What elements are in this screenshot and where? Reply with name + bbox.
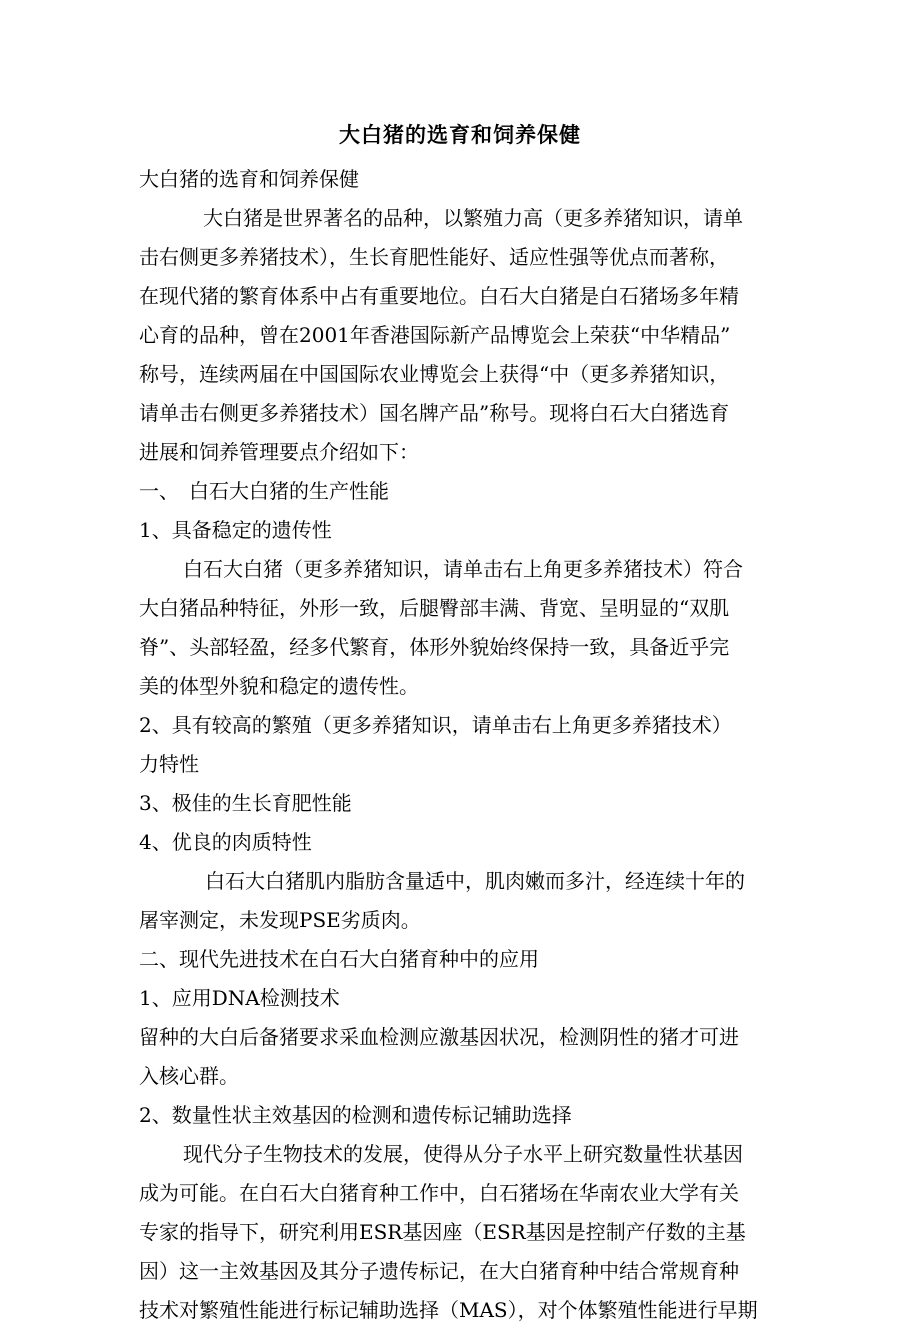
subsection-heading: 2、具有较高的繁殖（更多养猪知识，请单击右上角更多养猪技术） (139, 713, 732, 737)
paragraph-line: 在现代猪的繁育体系中占有重要地位。白石大白猪是白石猪场多年精 (139, 284, 739, 308)
paragraph-line: 进展和饲养管理要点介绍如下： (139, 440, 419, 464)
paragraph-line: 心育的品种，曾在2001年香港国际新产品博览会上荣获“中华精品” (139, 323, 731, 347)
subtitle-line: 大白猪的选育和饲养保健 (139, 167, 359, 191)
paragraph-line: 击右侧更多养猪技术），生长育肥性能好、适应性强等优点而著称， (139, 245, 729, 269)
paragraph-line: 屠宰测定，未发现PSE劣质肉。 (139, 908, 421, 932)
subsection-heading: 2、数量性状主效基因的检测和遗传标记辅助选择 (139, 1103, 572, 1127)
paragraph-line: 白石大白猪（更多养猪知识，请单击右上角更多养猪技术）符合 (183, 557, 743, 581)
paragraph-line: 技术对繁殖性能进行标记辅助选择（MAS），对个体繁殖性能进行早期 (139, 1298, 758, 1322)
paragraph-line: 称号，连续两届在中国国际农业博览会上获得“中（更多养猪知识， (139, 362, 730, 386)
subsection-heading: 1、应用DNA检测技术 (139, 986, 340, 1010)
paragraph-line: 入核心群。 (139, 1064, 239, 1088)
document-body (139, 160, 789, 1330)
paragraph-line: 美的体型外貌和稳定的遗传性。 (139, 674, 419, 698)
paragraph-line: 大白猪品种特征，外形一致，后腿臀部丰满、背宽、呈明显的“双肌 (139, 596, 730, 620)
section-heading: 一、 白石大白猪的生产性能 (139, 479, 389, 503)
paragraph-line: 脊”、头部轻盈，经多代繁育，体形外貌始终保持一致，具备近乎完 (139, 635, 730, 659)
subsection-heading: 1、具备稳定的遗传性 (139, 518, 332, 542)
paragraph-line: 白石大白猪肌内脂肪含量适中，肌肉嫩而多汁，经连续十年的 (205, 869, 745, 893)
paragraph-line: 请单击右侧更多养猪技术）国名牌产品”称号。现将白石大白猪选育 (139, 401, 730, 425)
subsection-heading: 3、极佳的生长育肥性能 (139, 791, 352, 815)
paragraph-line: 留种的大白后备猪要求采血检测应激基因状况，检测阴性的猪才可进 (139, 1025, 739, 1049)
paragraph-line: 大白猪是世界著名的品种，以繁殖力高（更多养猪知识，请单 (203, 206, 743, 230)
paragraph-line: 成为可能。在白石大白猪育种工作中，白石猪场在华南农业大学有关 (139, 1181, 739, 1205)
document-title: 大白猪的选育和饲养保健 (339, 122, 581, 147)
paragraph-line: 力特性 (139, 752, 199, 776)
section-heading: 二、现代先进技术在白石大白猪育种中的应用 (139, 947, 539, 971)
subsection-heading: 4、优良的肉质特性 (139, 830, 312, 854)
paragraph-line: 专家的指导下，研究利用ESR基因座（ESR基因是控制产仔数的主基 (139, 1220, 746, 1244)
paragraph-line: 现代分子生物技术的发展，使得从分子水平上研究数量性状基因 (183, 1142, 743, 1166)
paragraph-line: 因）这一主效基因及其分子遗传标记，在大白猪育种中结合常规育种 (139, 1259, 739, 1283)
